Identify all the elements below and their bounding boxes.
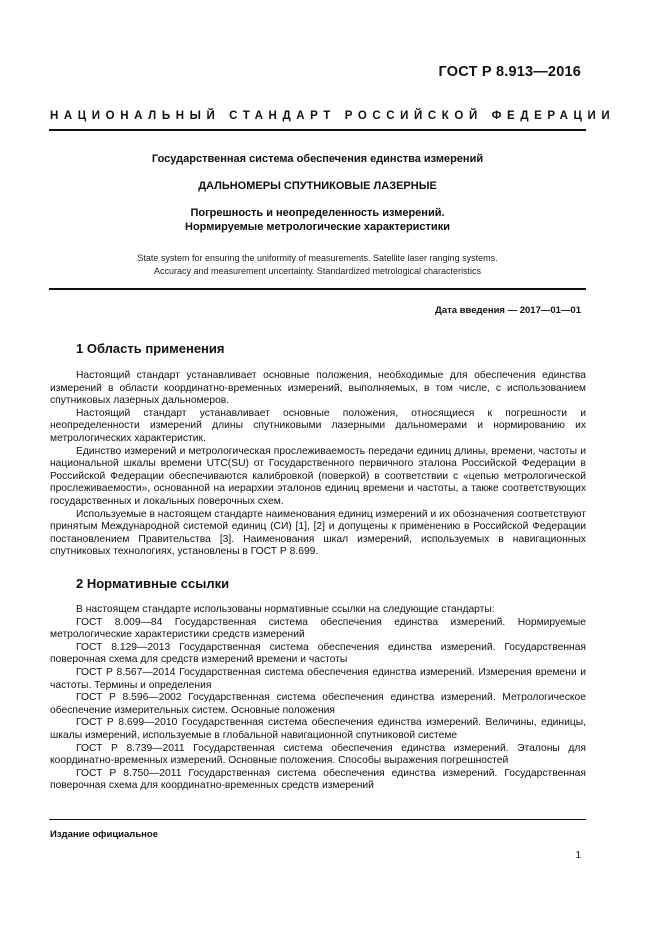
reference-item: ГОСТ Р 8.567—2014 Государственная система обеспечения единства измерений. Измерения времени и частоты. Термины и определения [50,666,586,691]
reference-item: ГОСТ 8.129—2013 Государственная система обеспечения единства измерений. Государственная поверочная схема для средств измерений времени и частоты [50,641,586,666]
english-title-line-2: Accuracy and measurement uncertainty. Standardized metrological characteristics [154,266,481,276]
english-title-line-1: State system for ensuring the uniformity of measurements. Satellite laser ranging systems. [137,253,498,263]
reference-item: ГОСТ Р 8.596—2002 Государственная система обеспечения единства измерений. Метрологическое обеспечение измерительных систем. Основные положения [50,692,586,716]
section-1-paragraph: Настоящий стандарт устанавливает основные положения, относящиеся к погрешности и неопределенности измерений длины спутниковыми лазерными дальномерами и нормированию их метрологических характеристик. [50,407,586,444]
section-1-paragraph: Настоящий стандарт устанавливает основные положения, необходимые для обеспечения единства измерений в области координатно-временных измерений, выполняемых, в том числе, с использованием спутниковых лазерных дальномеров. [50,370,586,407]
footer-rule [49,819,586,820]
section-1-body [50,370,586,559]
header-rule [49,129,586,131]
section-1-heading: 1 Область применения [76,341,225,356]
section-1-paragraph: Используемые в настоящем стандарте наименования единиц измерений и их обозначения соответствуют принятым Международной системой единиц (СИ) [1], [2] и допущены к применению в Российской Федерации постановлением Правительства [3]. Наименования шкал измерений, используемых в навигационных спутниковых технологиях, установлены в ГОСТ Р 8.699. [50,508,586,558]
document-number: ГОСТ Р 8.913—2016 [438,64,581,80]
system-title: Государственная система обеспечения единства измерений [151,153,484,165]
official-edition-label: Издание официальное [50,829,158,840]
national-standard-banner: НАЦИОНАЛЬНЫЙ СТАНДАРТ РОССИЙСКОЙ ФЕДЕРАЦИИ [50,110,616,122]
reference-item: В настоящем стандарте использованы нормативные ссылки на следующие стандарты: [76,604,495,615]
section-2-body [50,604,586,793]
reference-item: ГОСТ 8.009—84 Государственная система обеспечения единства измерений. Нормируемые метрологические характеристики средств измерений [50,616,586,641]
reference-item: ГОСТ Р 8.739—2011 Государственная система обеспечения единства измерений. Эталоны для координатно-временных измерений. Основные положения. Способы выражения погрешностей [50,742,586,767]
section-2-heading: 2 Нормативные ссылки [76,576,230,591]
section-1-paragraph: Единство измерений и метрологическая прослеживаемость передачи единиц длины, времени, частоты и национальной шкалы времени UTC(SU) от Государственного первичного эталона Российской Федерации в Российской Федерации обеспечиваются калибровкой (поверкой) в соответствии с «цепью метрологической прослеживаемости», основанной на иерархии эталонов единиц времени и частоты, а также соответствующих государственных и локальных поверочных схем. [50,445,586,507]
introduction-date: Дата введения — 2017—01—01 [435,305,581,316]
reference-item: ГОСТ Р 8.750—2011 Государственная система обеспечения единства измерений. Государственная поверочная схема для координатно-временных средств измерений [50,767,586,792]
page-number: 1 [575,850,581,861]
reference-item: ГОСТ Р 8.699—2010 Государственная система обеспечения единства измерений. Величины, единицы, шкалы измерений, используемые в глобальной навигационной спутниковой системе [50,717,586,741]
main-title: ДАЛЬНОМЕРЫ СПУТНИКОВЫЕ ЛАЗЕРНЫЕ [198,180,437,192]
title-rule [49,288,586,290]
subtitle-line-2: Нормируемые метрологические характеристики [185,221,450,233]
subtitle-line-1: Погрешность и неопределенность измерений. [190,207,445,219]
